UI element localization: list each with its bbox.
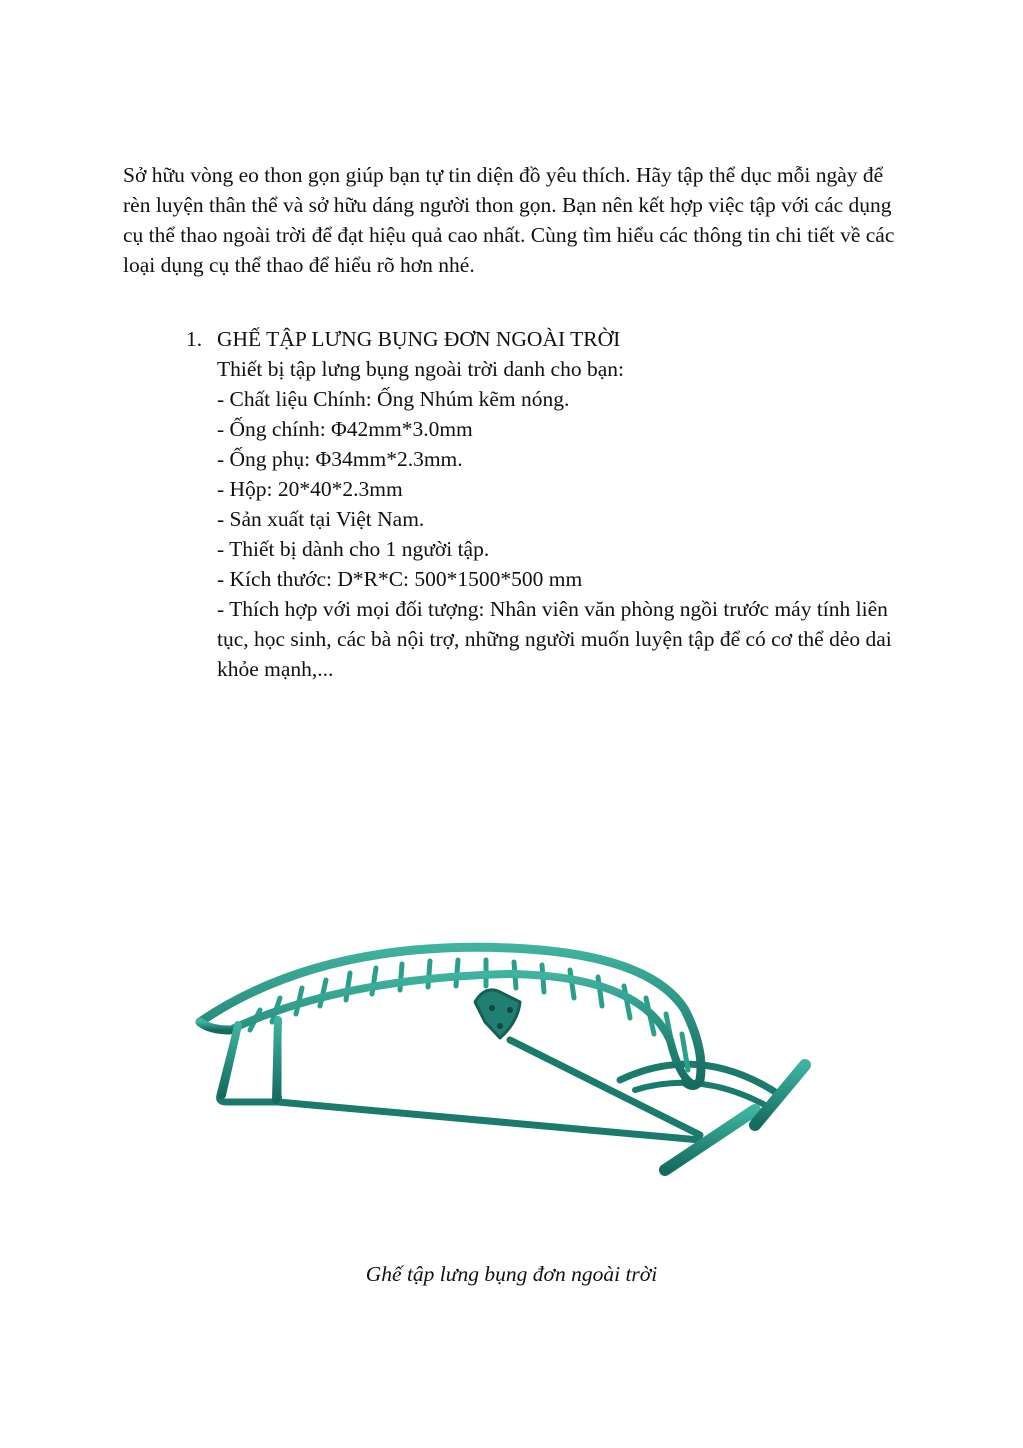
- figure-caption: Ghế tập lưng bụng đơn ngoài trời: [365, 1262, 658, 1286]
- spec-sub-pipe: - Ống phụ: Φ34mm*2.3mm.: [217, 447, 463, 471]
- spec-users: - Thiết bị dành cho 1 người tập.: [217, 537, 490, 561]
- spec-suitable: - Thích hợp với mọi đối tượng: Nhân viên văn phòng ngồi trước máy tính liên tục, học sinh, các bà nội trợ, những người muốn luyện tập để có cơ thể dẻo dai khỏe mạnh,...: [217, 597, 892, 681]
- product-section: [186, 324, 906, 684]
- section-number: 1.: [186, 327, 203, 351]
- spec-box: - Hộp: 20*40*2.3mm: [217, 477, 403, 501]
- product-image: [180, 930, 840, 1210]
- section-body: [217, 324, 906, 684]
- section-subtitle: Thiết bị tập lưng bụng ngoài trời danh cho bạn:: [217, 357, 624, 381]
- spec-material: - Chất liệu Chính: Ống Nhúm kẽm nóng.: [217, 387, 570, 411]
- intro-paragraph: Sở hữu vòng eo thon gọn giúp bạn tự tin diện đồ yêu thích. Hãy tập thể dục mỗi ngày để rèn luyện thân thể và sở hữu dáng người thon gọn. Bạn nên kết hợp việc tập với các dụng cụ thể thao ngoài trời để đạt hiệu quả cao nhất. Cùng tìm hiểu các thông tin chi tiết về các loại dụng cụ thể thao để hiểu rõ hơn nhé.: [123, 163, 895, 277]
- sit-up-bench-illustration: [180, 930, 840, 1210]
- spec-origin: - Sản xuất tại Việt Nam.: [217, 507, 425, 531]
- spec-dimensions: - Kích thước: D*R*C: 500*1500*500 mm: [217, 567, 583, 591]
- spec-main-pipe: - Ống chính: Φ42mm*3.0mm: [217, 417, 473, 441]
- section-title: GHẾ TẬP LƯNG BỤNG ĐƠN NGOÀI TRỜI: [217, 327, 621, 351]
